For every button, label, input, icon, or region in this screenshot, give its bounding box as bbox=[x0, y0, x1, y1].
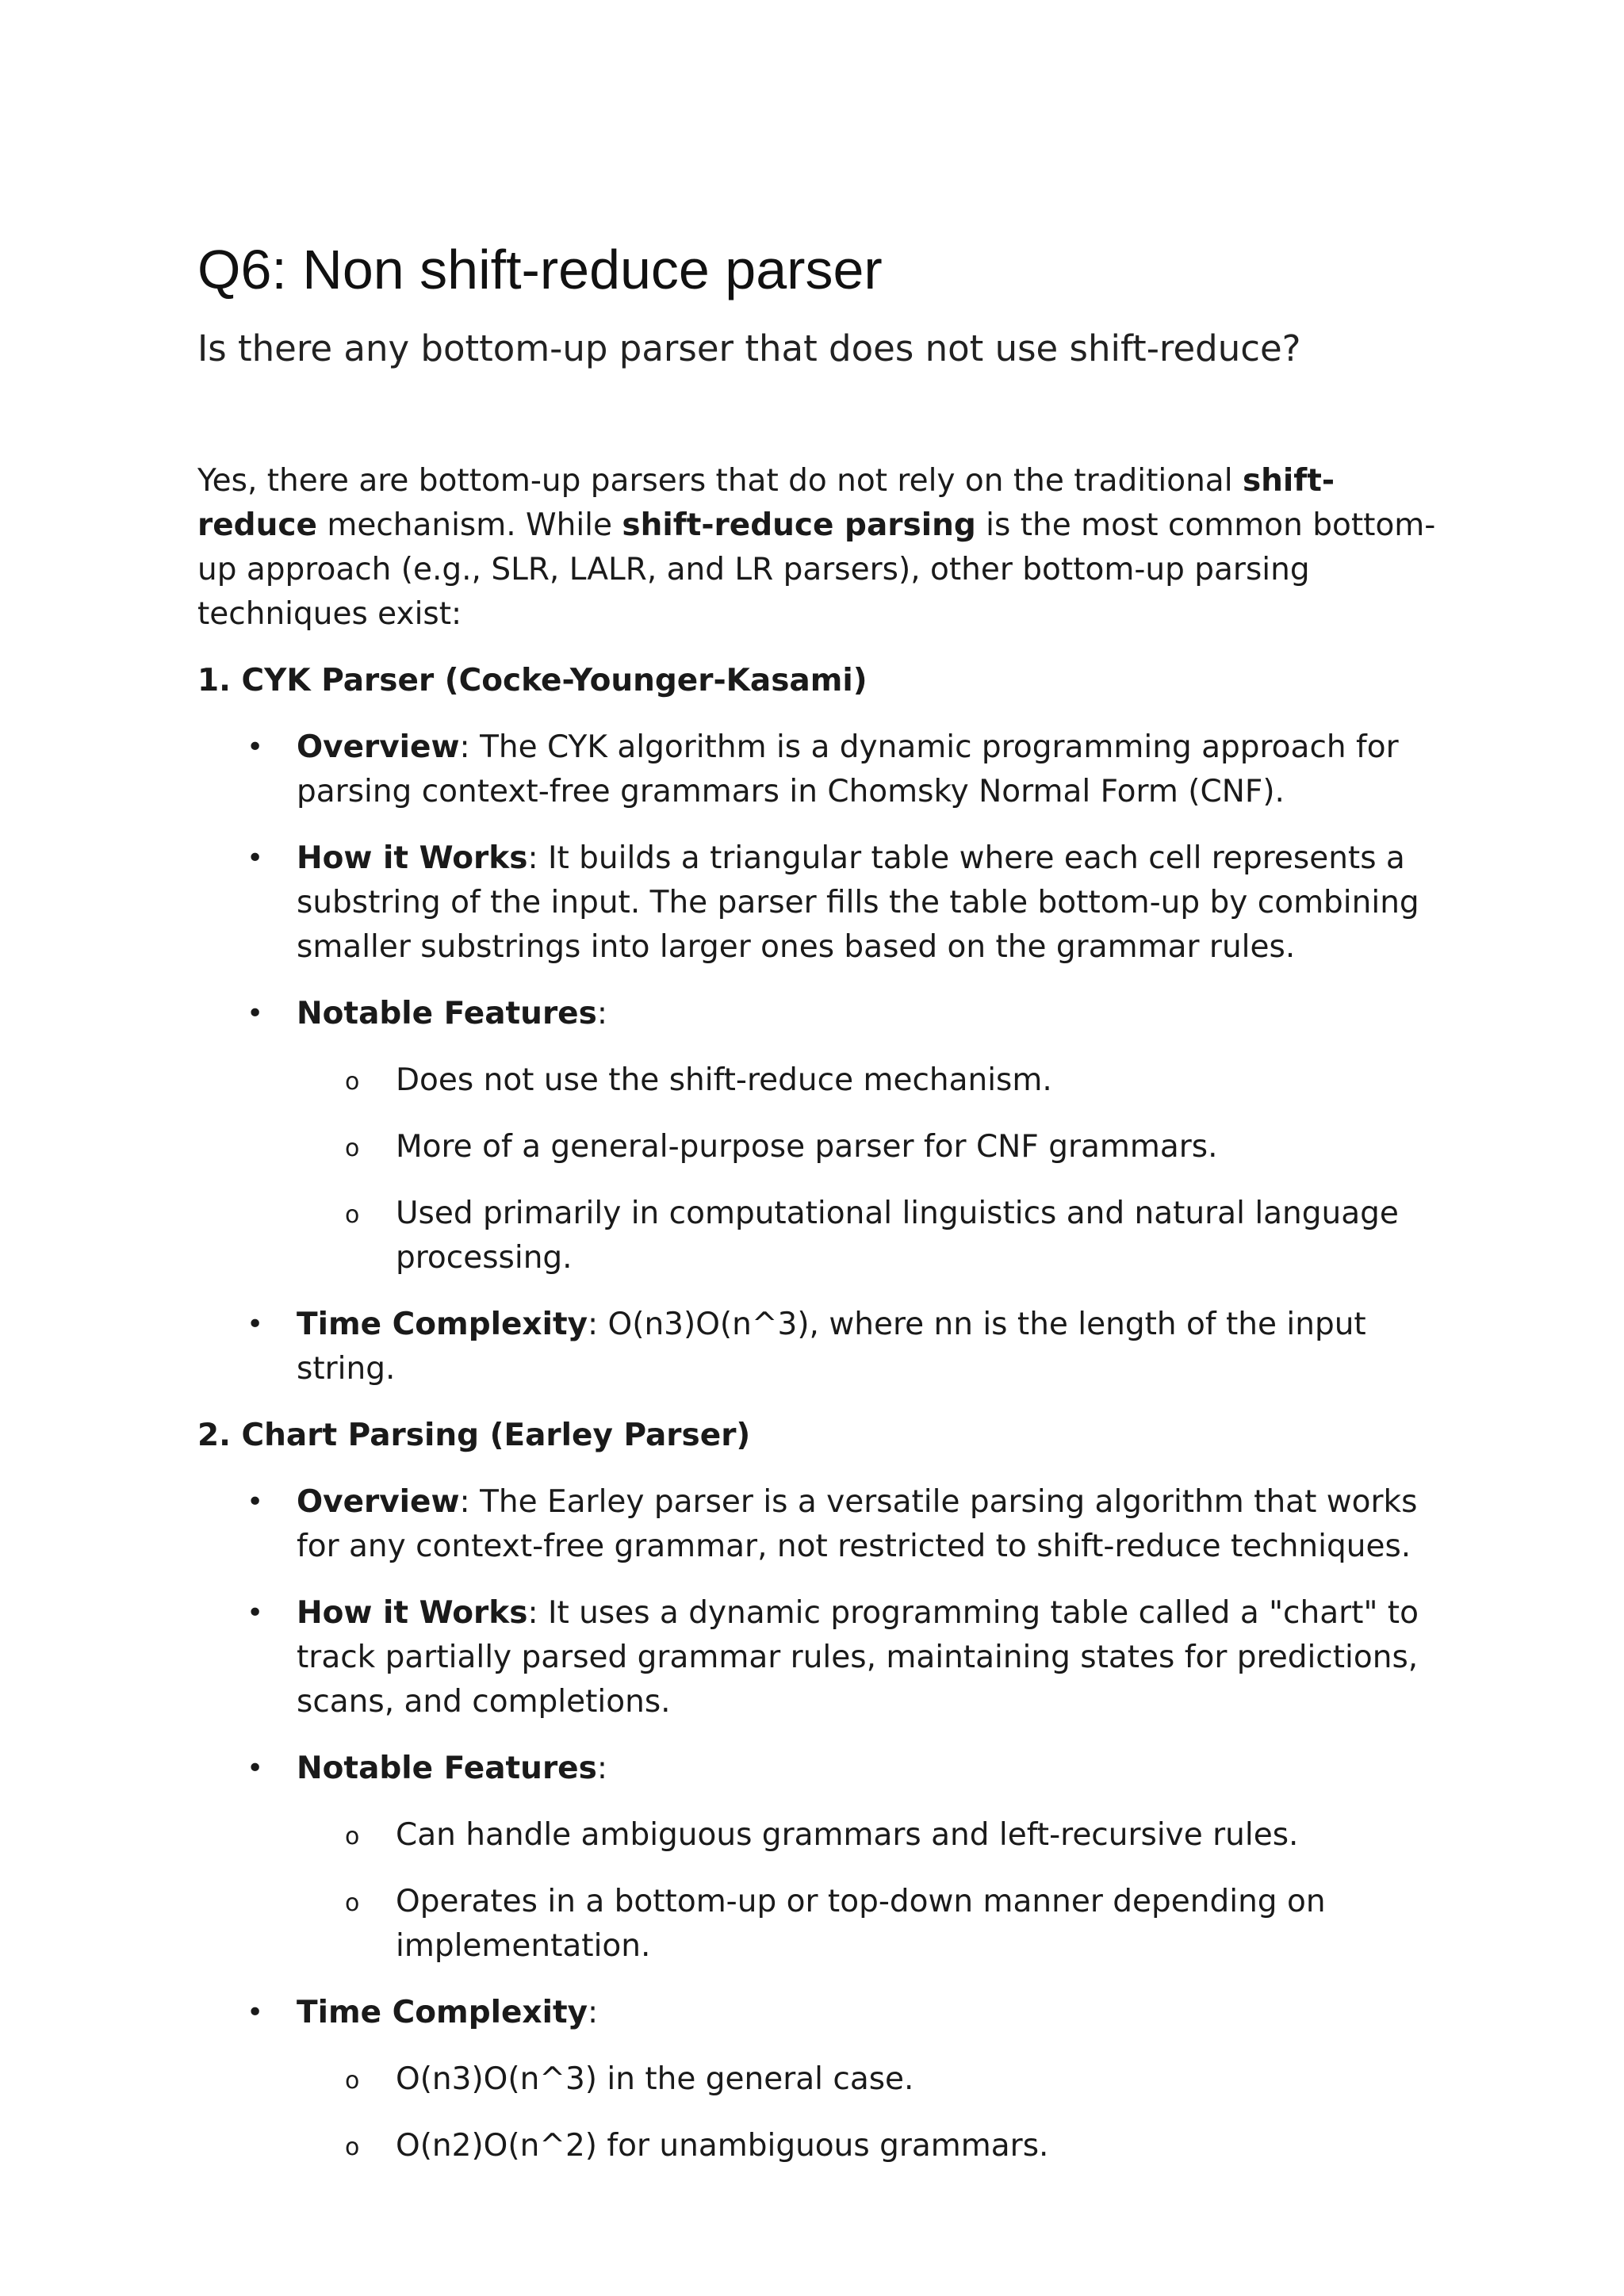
sub-item-text: O(n3)O(n^3) in the general case. bbox=[396, 2061, 914, 2097]
sub-item-text: Used primarily in computational linguistics and natural language processing. bbox=[396, 1195, 1399, 1276]
sub-list-item bbox=[197, 1192, 1442, 1280]
item-text: : bbox=[588, 1994, 599, 2030]
bullet-icon: • bbox=[247, 1751, 264, 1785]
section-heading-earley: 2. Chart Parsing (Earley Parser) bbox=[197, 1417, 751, 1453]
item-label: Overview bbox=[297, 1483, 460, 1520]
hollow-bullet-icon: o bbox=[345, 1134, 360, 1162]
item-label: How it Works bbox=[297, 1594, 528, 1631]
intro-text-3: is the most common bottom-up approach (e.g., SLR, LALR, and LR parsers), other bottom-up parsing techniques exist: bbox=[197, 507, 1436, 632]
document-page bbox=[197, 238, 1442, 2168]
hollow-bullet-icon: o bbox=[345, 1200, 360, 1229]
list-item bbox=[197, 1480, 1442, 1569]
list-item bbox=[197, 1303, 1442, 1391]
bullet-icon: • bbox=[247, 730, 264, 763]
item-text: : bbox=[596, 995, 607, 1031]
sub-list-item bbox=[197, 1880, 1442, 1969]
sub-list-item bbox=[197, 1125, 1442, 1169]
sub-list-item bbox=[197, 2124, 1442, 2168]
list-item bbox=[197, 836, 1442, 970]
sub-item-text: More of a general-purpose parser for CNF grammars. bbox=[396, 1128, 1218, 1165]
hollow-bullet-icon: o bbox=[345, 1822, 360, 1850]
hollow-bullet-icon: o bbox=[345, 2133, 360, 2161]
cyk-bullet-list bbox=[197, 725, 1442, 1391]
page-title: Q6: Non shift-reduce parser bbox=[197, 239, 883, 300]
sub-list-item bbox=[197, 1813, 1442, 1858]
hollow-bullet-icon: o bbox=[345, 1888, 360, 1917]
hollow-bullet-icon: o bbox=[345, 2066, 360, 2095]
item-label: Overview bbox=[297, 729, 460, 765]
sub-item-text: Operates in a bottom-up or top-down manner depending on implementation. bbox=[396, 1883, 1326, 1964]
sub-item-text: Does not use the shift-reduce mechanism. bbox=[396, 1062, 1052, 1098]
item-label: Time Complexity bbox=[297, 1994, 588, 2030]
intro-text-1: Yes, there are bottom-up parsers that do not rely on the traditional bbox=[197, 462, 1243, 499]
sub-list bbox=[297, 2057, 1442, 2168]
item-text: : It uses a dynamic programming table called a "chart" to track partially parsed grammar rules, maintaining states for predictions, scans, and completions. bbox=[297, 1594, 1419, 1720]
item-text: : bbox=[596, 1750, 607, 1786]
list-item bbox=[197, 992, 1442, 1280]
sub-list bbox=[297, 1813, 1442, 1969]
intro-paragraph bbox=[197, 459, 1442, 637]
sub-item-text: Can handle ambiguous grammars and left-recursive rules. bbox=[396, 1816, 1299, 1853]
list-item bbox=[197, 1991, 1442, 2168]
list-item bbox=[197, 1747, 1442, 1969]
item-label: Time Complexity bbox=[297, 1306, 588, 1342]
item-text: : The Earley parser is a versatile parsing algorithm that works for any context-free grammar, not restricted to shift-reduce techniques. bbox=[297, 1483, 1418, 1564]
item-text: : It builds a triangular table where each cell represents a substring of the input. The parser fills the table bottom-up by combining smaller substrings into larger ones based on the grammar rules. bbox=[297, 840, 1419, 965]
bullet-icon: • bbox=[247, 841, 264, 874]
bullet-icon: • bbox=[247, 1307, 264, 1341]
item-label: How it Works bbox=[297, 840, 528, 876]
hollow-bullet-icon: o bbox=[345, 1067, 360, 1096]
list-item bbox=[197, 725, 1442, 814]
bullet-icon: • bbox=[247, 1996, 264, 2029]
page-subtitle: Is there any bottom-up parser that does not use shift-reduce? bbox=[197, 327, 1301, 369]
item-text: : O(n3)O(n^3), where nn is the length of the input string. bbox=[297, 1306, 1366, 1387]
item-label: Notable Features bbox=[297, 995, 597, 1031]
bullet-icon: • bbox=[247, 1485, 264, 1518]
item-text: : The CYK algorithm is a dynamic programming approach for parsing context-free grammars in Chomsky Normal Form (CNF). bbox=[297, 729, 1399, 809]
bullet-icon: • bbox=[247, 1596, 264, 1629]
intro-bold-2: shift-reduce parsing bbox=[622, 507, 976, 543]
sub-list bbox=[297, 1058, 1442, 1280]
section-heading-cyk: 1. CYK Parser (Cocke-Younger-Kasami) bbox=[197, 662, 868, 698]
earley-bullet-list bbox=[197, 1480, 1442, 2168]
item-label: Notable Features bbox=[297, 1750, 597, 1786]
list-item bbox=[197, 1591, 1442, 1724]
intro-bold-1: shift-reduce bbox=[197, 462, 1335, 543]
sub-list-item bbox=[197, 2057, 1442, 2102]
intro-text-2: mechanism. While bbox=[316, 507, 622, 543]
sub-list-item bbox=[197, 1058, 1442, 1103]
bullet-icon: • bbox=[247, 997, 264, 1030]
sub-item-text: O(n2)O(n^2) for unambiguous grammars. bbox=[396, 2127, 1049, 2164]
